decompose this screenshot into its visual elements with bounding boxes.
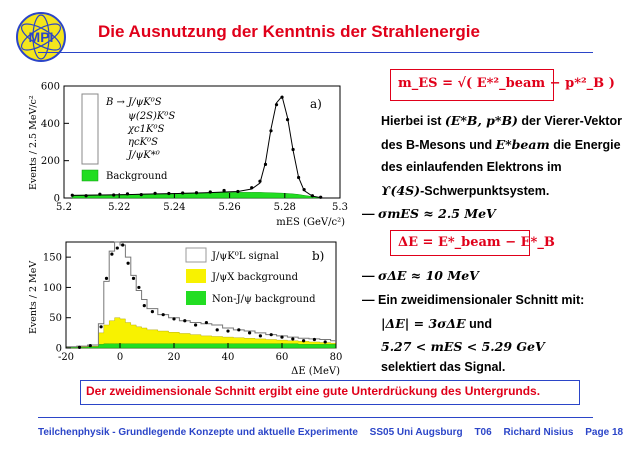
chart-a-data-point — [319, 196, 322, 199]
chart-a-xtick-label: 5.24 — [163, 202, 186, 213]
chart-a-data-point — [98, 193, 101, 196]
chart-a-data-point — [286, 118, 289, 121]
chart-a-data-point — [280, 96, 283, 99]
mpi-logo — [14, 10, 68, 64]
chart-delta-e — [0, 234, 360, 380]
sigma-de-value: σΔE ≈ 10 MeV — [377, 268, 479, 283]
cut-mes: 5.27 < mES < 5.29 GeV — [381, 339, 545, 354]
chart-b-nonjpsi-area — [66, 344, 336, 348]
chart-b-legend-swatch-nonjpsi — [186, 291, 206, 305]
chart-b-data-point — [291, 337, 294, 340]
chart-b-legend-swatch-jpsix — [186, 269, 206, 283]
text-cms: -Schwerpunktsystem. — [420, 184, 550, 198]
chart-a-data-point — [269, 129, 272, 132]
text-four-vector: der Vierer-Vektor — [521, 114, 622, 128]
chart-a-xtick-label: 5.22 — [108, 202, 131, 213]
chart-a-ylabel: Events / 2.5 MeV/c² — [28, 95, 39, 190]
chart-a-xtick-label: 5.2 — [56, 202, 72, 213]
chart-a-xlabel: mES (GeV/c²) — [276, 217, 345, 228]
chart-a-data-point — [71, 194, 74, 197]
chart-a-ytick-label: 0 — [53, 193, 60, 205]
chart-b-legend-signal: J/ψK⁰L signal — [212, 251, 279, 262]
text-ebeam-symbol: E*beam — [495, 137, 550, 152]
chart-b-data-point — [121, 243, 124, 246]
chart-a-data-point — [291, 148, 294, 151]
chart-a-ytick-label: 200 — [40, 156, 60, 168]
chart-a-data-point — [84, 194, 87, 197]
chart-b-data-point — [162, 313, 165, 316]
chart-a-data-point — [167, 192, 170, 195]
chart-b-data-point — [137, 286, 140, 289]
chart-a-legend-box — [82, 94, 98, 164]
chart-b-data-point — [302, 339, 305, 342]
slide-title: Die Ausnutzung der Kenntnis der Strahlenergie — [98, 22, 480, 41]
chart-b-data-point — [89, 344, 92, 347]
chart-a-data-point — [140, 193, 143, 196]
text-line-3: des einlaufenden Elektrons im — [381, 160, 562, 174]
text-b-meson: des B-Mesons und — [381, 138, 493, 152]
text-line-4 — [381, 183, 549, 198]
cut-intro: Ein zweidimensionaler Schnitt mit: — [377, 293, 585, 307]
chart-b-data-point — [105, 277, 108, 280]
chart-b-ylabel: Events / 2 MeV — [28, 260, 39, 334]
footer — [38, 427, 631, 438]
bullet-dash: — — [362, 293, 375, 307]
chart-b-data-point — [143, 304, 146, 307]
chart-a-ytick-label: 400 — [40, 118, 60, 130]
chart-b-ytick-label: 0 — [55, 343, 62, 355]
chart-b-ytick-label: 100 — [42, 282, 62, 294]
footer-course: Teilchenphysik - Grundlegende Konzepte und aktuelle Experimente — [38, 427, 358, 438]
title-divider — [38, 52, 593, 53]
chart-a-data-point — [303, 188, 306, 191]
chart-a-legend-channel: ψ(2S)K⁰S — [128, 111, 176, 122]
chart-a-data-point — [258, 180, 261, 183]
cut-end: selektiert das Signal. — [381, 360, 506, 374]
chart-b-legend-nonjpsi: Non-J/ψ background — [212, 294, 316, 305]
delta-e-formula: ΔE = E*_beam − E*_B — [398, 235, 555, 250]
chart-b-data-point — [248, 331, 251, 334]
chart-a-data-point — [236, 190, 239, 193]
chart-b-ytick-label: 150 — [42, 252, 62, 264]
bullet-dash: — — [362, 269, 375, 283]
chart-b-xtick-label: 80 — [329, 352, 343, 363]
sigma-mes-value: σmES ≈ 2.5 MeV — [377, 206, 496, 221]
text-upsilon-symbol: ϒ(4S) — [381, 183, 421, 198]
chart-b-data-point — [313, 338, 316, 341]
chart-b-data-point — [216, 328, 219, 331]
bullet-sigma-mes — [362, 206, 496, 221]
chart-a-xtick-label: 5.26 — [218, 202, 241, 213]
chart-b-legend-jpsix: J/ψX background — [212, 272, 299, 283]
bullet-cut — [362, 293, 584, 307]
mes-formula: m_ES = √( E*²_beam − p*²_B ) — [398, 76, 615, 91]
chart-b-xtick-label: 20 — [167, 352, 181, 363]
chart-b-data-point — [132, 277, 135, 280]
chart-b-ytick-label: 50 — [49, 313, 62, 325]
chart-a-data-point — [275, 103, 278, 106]
chart-a-legend-channel: J/ψK*⁰ — [128, 150, 160, 161]
chart-b-data-point — [324, 340, 327, 343]
chart-b-data-point — [100, 325, 103, 328]
chart-a-legend-channel: χc1K⁰S — [128, 124, 165, 135]
chart-b-xtick-label: 0 — [116, 352, 124, 363]
chart-b-data-point — [78, 346, 81, 349]
chart-a-fit-curve — [72, 96, 320, 197]
chart-a-data-point — [222, 189, 225, 192]
chart-b-data-point — [116, 246, 119, 249]
text-hierbei: Hierbei ist — [381, 114, 442, 128]
cut-line-2 — [381, 339, 545, 354]
chart-b-data-point — [259, 334, 262, 337]
chart-a-data-point — [153, 192, 156, 195]
chart-b-xtick-label: 40 — [221, 352, 235, 363]
chart-b-xlabel: ΔE (MeV) — [291, 366, 340, 377]
chart-a-panel-label: a) — [310, 97, 322, 111]
bullet-sigma-de — [362, 268, 479, 283]
conclusion-text: Der zweidimensionale Schnitt ergibt eine gute Unterdrückung des Untergrunds. — [86, 384, 541, 398]
footer-author: Richard Nisius — [503, 427, 574, 438]
chart-a-xtick-label: 5.28 — [273, 202, 296, 213]
bullet-dash: — — [362, 207, 375, 221]
chart-a-ytick-label: 600 — [40, 81, 60, 93]
chart-b-xtick-label: 60 — [275, 352, 289, 363]
chart-a-data-point — [209, 190, 212, 193]
chart-b-data-point — [127, 262, 130, 265]
text-energy: die Energie — [553, 138, 621, 152]
chart-a-legend-bkg-swatch — [82, 170, 98, 181]
chart-mes — [0, 72, 360, 232]
chart-b-data-point — [151, 310, 154, 313]
chart-b-data-point — [270, 333, 273, 336]
footer-code: T06 — [474, 427, 492, 438]
chart-a-data-point — [181, 191, 184, 194]
text-line-1 — [381, 113, 622, 128]
chart-a-data-point — [311, 194, 314, 197]
chart-b-data-point — [205, 321, 208, 324]
chart-b-data-point — [194, 323, 197, 326]
chart-a-legend-channel: ηcK⁰S — [128, 137, 158, 148]
chart-b-data-point — [226, 329, 229, 332]
cut-delta-e: |ΔE| = 3σΔE — [381, 316, 466, 331]
footer-page: Page 18 — [585, 427, 624, 438]
chart-a-xtick-label: 5.3 — [332, 202, 348, 213]
text-line-2 — [381, 137, 621, 152]
chart-a-legend-background: Background — [106, 171, 168, 182]
chart-b-legend-swatch-signal — [186, 248, 206, 262]
chart-b-data-point — [172, 317, 175, 320]
logo-text: MPI — [28, 29, 54, 45]
chart-a-data-point — [112, 193, 115, 196]
cut-und: und — [469, 317, 493, 331]
chart-b-panel-label: b) — [312, 249, 325, 263]
text-four-vector-symbol: (E*B, p*B) — [444, 113, 518, 128]
chart-b-data-point — [237, 328, 240, 331]
chart-a-legend-header: B → J/ψK⁰S — [106, 97, 162, 108]
chart-b-data-point — [280, 335, 283, 338]
chart-b-xtick-label: -20 — [57, 352, 75, 363]
footer-divider — [38, 417, 593, 418]
chart-a-data-point — [250, 186, 253, 189]
cut-line-1 — [381, 316, 492, 331]
chart-a-data-point — [126, 192, 129, 195]
chart-a-data-point — [297, 176, 300, 179]
footer-term: SS05 Uni Augsburg — [369, 427, 463, 438]
chart-b-data-point — [183, 319, 186, 322]
chart-a-data-point — [264, 163, 267, 166]
chart-b-data-point — [110, 253, 113, 256]
chart-a-data-point — [195, 191, 198, 194]
